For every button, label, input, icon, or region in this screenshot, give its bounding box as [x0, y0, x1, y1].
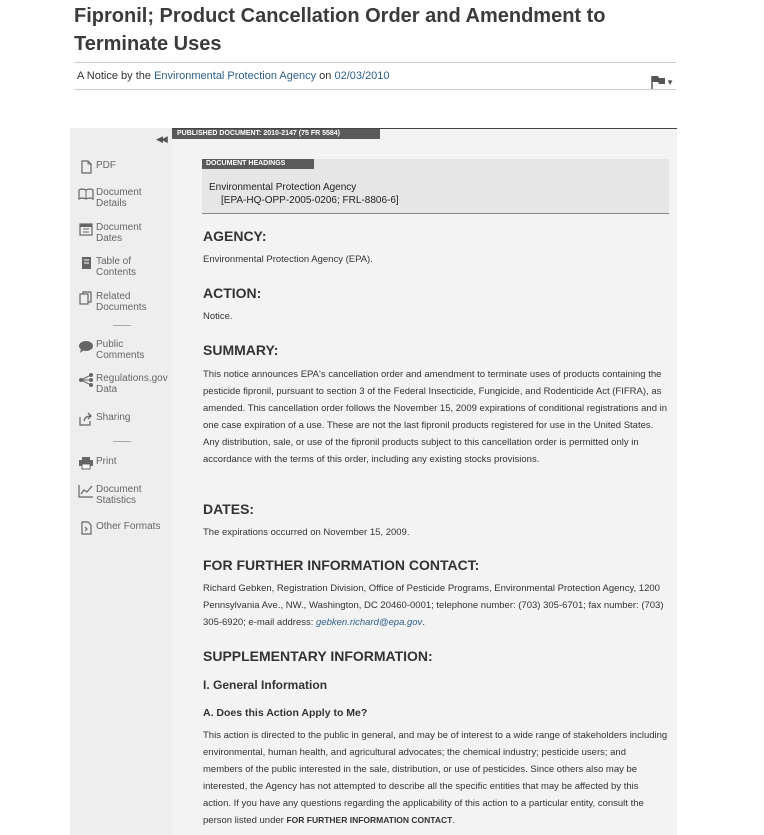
dates-heading: DATES:: [203, 501, 255, 517]
document-content: [172, 128, 677, 835]
summary-text: This notice announces EPA's cancellation order and amendment to terminate uses of products containing the pesticide fipronil, pursuant to section 3 of the Federal Insecticide, Fungicide, and Rodenticide Act (FIFRA), as amended. This cancellation order follows the November 15, 2009 expirations of conditional registrations and in one case expiration of a use. These are not the last fipronil products registered for use in the United States. Any distribution, sale, or use of the fipronil products subject to this cancellation order is permitted only in accordance with the terms of this order, including any existing stocks provisions.: [203, 369, 668, 465]
sidebar-item-public-comments[interactable]: [78, 339, 170, 361]
notice-prefix: A Notice by the: [77, 70, 151, 82]
nav-divider: [113, 441, 131, 442]
document-headings-box: [202, 159, 669, 214]
documents-icon: [78, 291, 94, 305]
sidebar-item-label: Table of Contents: [96, 256, 137, 278]
sidebar-item-label: PDF: [96, 160, 116, 171]
sidebar-item-print[interactable]: [78, 456, 170, 470]
book-icon: [78, 187, 94, 201]
agency-text: Environmental Protection Agency (EPA).: [203, 254, 373, 265]
sidebar-item-document-dates[interactable]: [78, 222, 170, 244]
dates-text: The expirations occurred on November 15, 2009.: [203, 527, 410, 538]
sidebar-item-label: Regulations.gov Data: [96, 373, 168, 395]
document-headings-tag: DOCUMENT HEADINGS: [202, 159, 314, 169]
sidebar-item-document-statistics[interactable]: [78, 484, 170, 506]
sidebar-item-label: Public Comments: [96, 339, 145, 361]
summary-heading: SUMMARY:: [203, 342, 279, 358]
sidebar-item-label: Other Formats: [96, 521, 161, 532]
sidebar-item-other-formats[interactable]: [78, 521, 170, 535]
double-left-arrow-icon[interactable]: ◀◀: [156, 134, 166, 144]
stats-icon: [78, 484, 94, 498]
toc-icon: [78, 256, 94, 270]
agency-link[interactable]: Environmental Protection Agency: [154, 70, 317, 82]
chevron-down-icon: ▼: [666, 78, 674, 87]
contact-heading: FOR FURTHER INFORMATION CONTACT:: [203, 557, 480, 573]
network-icon: [78, 373, 94, 387]
general-info-heading: I. General Information: [203, 678, 328, 692]
sidebar-item-table-of-contents[interactable]: [78, 256, 170, 278]
supplementary-heading: SUPPLEMENTARY INFORMATION:: [203, 648, 433, 664]
share-icon: [78, 412, 94, 426]
published-document-tag: PUBLISHED DOCUMENT: 2010-2147 (75 FR 5584): [172, 129, 380, 139]
contact-end: .: [422, 617, 425, 628]
print-icon: [78, 456, 94, 470]
sidebar-item-label: Print: [96, 456, 117, 467]
flag-menu-button[interactable]: [650, 68, 674, 96]
nav-divider: [113, 325, 131, 326]
sidebar-item-label: Document Statistics: [96, 484, 142, 506]
sidebar-item-label: Sharing: [96, 412, 131, 423]
apply-text: This action is directed to the public in general, and may be of interest to a wide range of stakeholders including environmental, human health, and agricultural advocates; the chemical industry; pesticide users; and members of the public interested in the sale, distribution, or use of pesticides. Since others also may be interested, the Agency has not attempted to describe all the specific entities that may be affected by this action. If you have any questions regarding the applicability of this action to a particular entity, consult the person listed under: [203, 730, 668, 826]
calendar-icon: [78, 222, 94, 236]
sidebar-item-document-details[interactable]: [78, 187, 170, 209]
apply-heading: A. Does this Action Apply to Me?: [203, 707, 368, 719]
contact-text: Richard Gebken, Registration Division, Office of Pesticide Programs, Environmental Protection Agency, 1200 Pennsylvania Ave., NW., Washington, DC 20460-0001; telephone number: (703) 305-6701; fax number: (703) 305-6920; e-mail address:: [203, 583, 664, 628]
notice-bar: [74, 62, 676, 90]
apply-ref: FOR FURTHER INFORMATION CONTACT: [286, 815, 453, 825]
comment-icon: [78, 339, 94, 353]
agency-heading: AGENCY:: [203, 228, 267, 244]
headings-agency: Environmental Protection Agency: [209, 182, 357, 193]
sidebar-item-related-documents[interactable]: [78, 291, 170, 313]
sidebar: [70, 128, 172, 835]
contact-paragraph: [203, 580, 668, 631]
sidebar-item-label: Related Documents: [96, 291, 147, 313]
headings-code: [EPA-HQ-OPP-2005-0206; FRL-8806-6]: [221, 195, 399, 206]
sidebar-item-regulations-gov-data[interactable]: [78, 373, 170, 395]
apply-paragraph: [203, 727, 668, 829]
email-link[interactable]: gebken.richard@epa.gov: [316, 617, 423, 628]
date-link[interactable]: 02/03/2010: [334, 70, 390, 82]
apply-end: .: [452, 815, 455, 826]
page-title: Fipronil; Product Cancellation Order and Amendment to Terminate Uses: [74, 5, 606, 55]
notice-on: on: [319, 70, 332, 82]
sidebar-item-label: Document Dates: [96, 222, 142, 244]
action-heading: ACTION:: [203, 285, 262, 301]
sidebar-item-sharing[interactable]: [78, 412, 170, 426]
sidebar-item-label: Document Details: [96, 187, 142, 209]
format-icon: [78, 521, 94, 535]
pdf-icon: [78, 160, 94, 174]
sidebar-item-pdf[interactable]: [78, 160, 170, 174]
action-text: Notice.: [203, 311, 233, 322]
flag-icon: [650, 75, 666, 89]
